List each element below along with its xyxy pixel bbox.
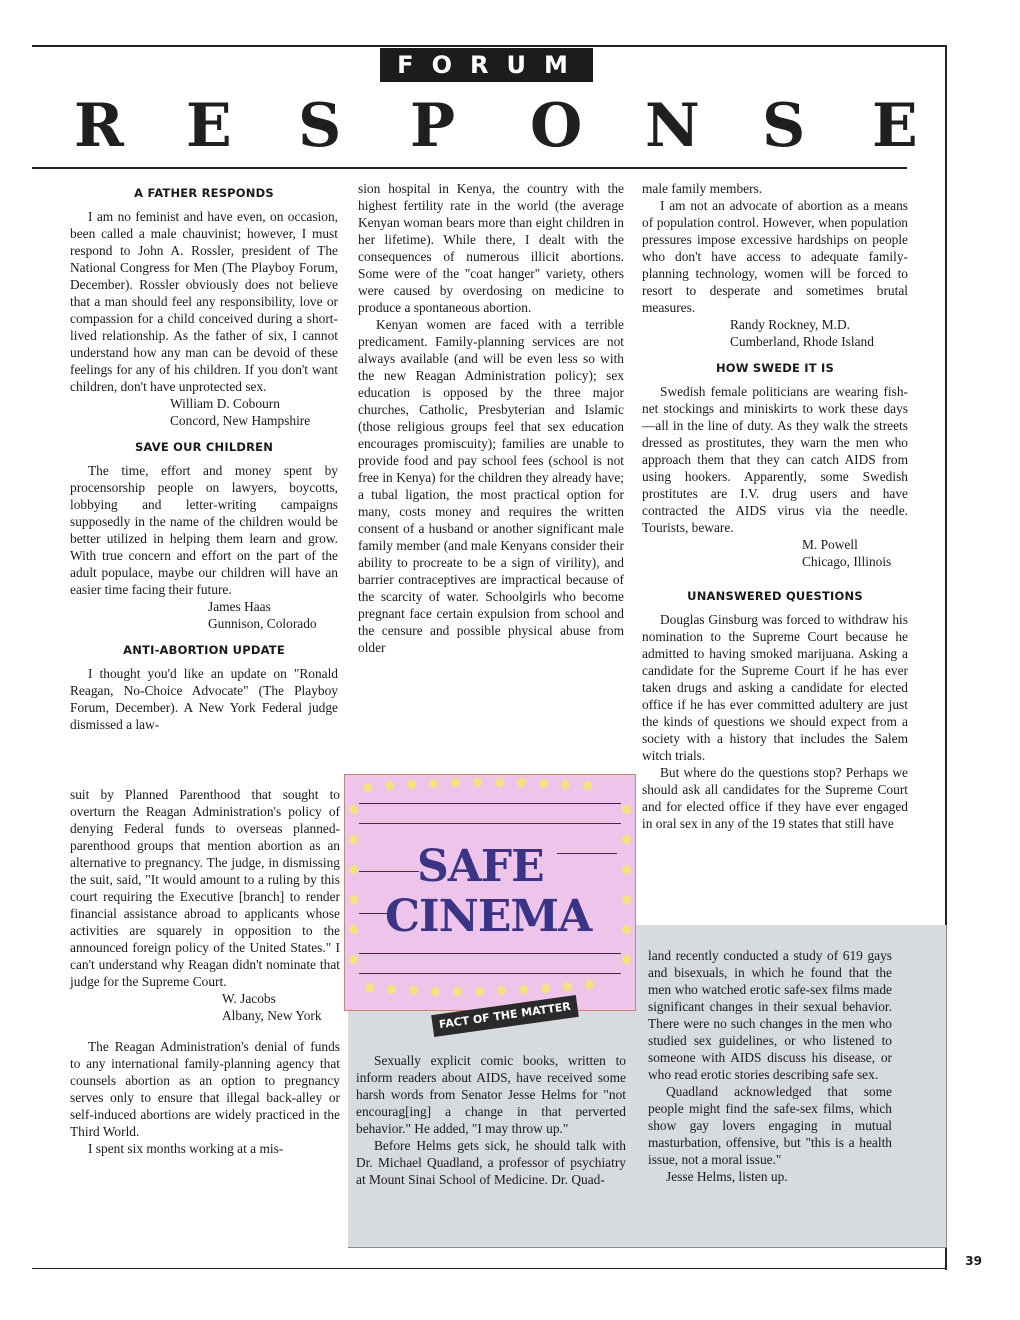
- marquee-light: [561, 780, 570, 789]
- title-letter: E: [186, 91, 232, 161]
- letter-paragraph: I am not an advocate of abortion as a means of population control. However, when population pressures impose excessive hardships on people who don't have access to adequate family-planning technology, women will be forced to resort to desperate and sometimes brutal measures.: [642, 198, 908, 315]
- marquee-light: [451, 778, 460, 787]
- section-heading: UNANSWERED QUESTIONS: [687, 589, 863, 603]
- signature: [70, 990, 340, 1024]
- marquee-light: [349, 895, 358, 904]
- letter-paragraph: I am no feminist and have even, on occasion, been called a male chauvinist; however, I must respond to John A. Rossler, president of The National Congress for Men (The Playboy Forum, December). Rossler obviously does not believe that a man should feel any responsibility, love or compassion for a child conceived during a short-lived relationship. As the father of six, I cannot understand how any man can be devoid of these feelings for any of his children. If you don't want children, don't have unprotected sex.: [70, 209, 338, 394]
- letter-paragraph: Swedish female politicians are wearing fish-net stockings and miniskirts to work these days—all in the line of duty. As they walk the streets dressed as prostitutes, they warn the men who approach them that they can catch AIDS from using hookers. Apparently, some Swedish prostitutes are I.V. drug users and have contracted the AIDS virus via the needle. Tourists, beware.: [642, 384, 908, 535]
- sidebar-paragraph: land recently conducted a study of 619 gays and bisexuals, in which he found that the men who watched erotic safe-sex films made significant changes in their sexual behavior. There were no such changes in the men who studied sex guidelines, or who listened to someone with AIDS discuss his disease, or who read erotic stories describing safe sex.: [648, 948, 892, 1082]
- marquee-light: [453, 987, 462, 996]
- marquee-light: [475, 987, 484, 996]
- decor-line: [359, 973, 621, 974]
- sidebar-paragraph: Quadland acknowledged that some people might find the safe-sex films, which show gay lovers engaging in mutual masturbation, offensive, but "this is a health issue, not a moral issue.": [648, 1084, 892, 1167]
- marquee-light: [365, 983, 374, 992]
- signature-name: Randy Rockney, M.D.: [730, 317, 851, 332]
- marquee-light: [349, 925, 358, 934]
- decor-line: [359, 823, 621, 824]
- signature-place: Concord, New Hampshire: [170, 413, 311, 428]
- letter-paragraph: I thought you'd like an update on "Ronald Reagan, No-Choice Advocate" (The Playboy Forum, December). A New York Federal judge dismissed a law-: [70, 666, 338, 732]
- safe-cinema-graphic: [344, 774, 636, 1011]
- marquee-light: [363, 783, 372, 792]
- forum-label: FORUM: [380, 48, 593, 82]
- letter-paragraph: sion hospital in Kenya, the country with the highest fertility rate in the world (the average Kenyan woman bears more than eight children in her lifetime). While there, I dealt with the consequences of numerous illicit abortions. Some were of the "coat hanger" variety, others were caused by overdosing on medicine to produce a spontaneous abortion.: [358, 181, 624, 315]
- signature-place: Cumberland, Rhode Island: [730, 334, 874, 349]
- section-heading: HOW SWEDE IT IS: [715, 361, 834, 375]
- sidebar-right-column: [648, 947, 892, 1185]
- signature-name: M. Powell: [802, 537, 858, 552]
- marquee-light: [541, 984, 550, 993]
- column-3: [642, 180, 908, 832]
- signature-place: Albany, New York: [222, 1008, 322, 1023]
- marquee-light: [622, 925, 631, 934]
- title-rule: [32, 167, 907, 169]
- title-letter: R: [74, 91, 124, 161]
- letter-paragraph: The Reagan Administration's denial of funds to any international family-planning agency that counsels abortion as an option to pregnancy serves only to ensure that illegal back-alley or self-induced abortions are widely practiced in the Third World.: [70, 1039, 340, 1139]
- marquee-light: [622, 895, 631, 904]
- title-letter: N: [645, 91, 700, 161]
- safe-title: SAFE: [417, 841, 544, 892]
- marquee-light: [349, 835, 358, 844]
- cinema-title: CINEMA: [385, 891, 592, 942]
- top-rule: [32, 45, 947, 47]
- decor-line: [359, 871, 419, 872]
- column-1: [70, 175, 338, 733]
- signature: [642, 536, 908, 570]
- column-2: [358, 180, 624, 656]
- decor-line: [359, 953, 621, 954]
- marquee-light: [517, 778, 526, 787]
- signature-name: William D. Cobourn: [170, 396, 280, 411]
- decor-line: [359, 803, 621, 804]
- sidebar-paragraph: Before Helms gets sick, he should talk with Dr. Michael Quadland, a professor of psychiatry at Mount Sinai School of Medicine. Dr. Quad-: [356, 1138, 626, 1187]
- title-letter: S: [298, 91, 342, 161]
- marquee-light: [583, 781, 592, 790]
- marquee-light: [349, 865, 358, 874]
- title-letter: O: [530, 91, 583, 161]
- marquee-light: [349, 805, 358, 814]
- signature: [70, 598, 338, 632]
- marquee-light: [497, 986, 506, 995]
- signature: [642, 316, 908, 350]
- title-letter: P: [410, 91, 456, 161]
- page-number: 39: [965, 1254, 982, 1268]
- marquee-light: [622, 835, 631, 844]
- letter-paragraph: I spent six months working at a mis-: [88, 1141, 284, 1156]
- marquee-light: [539, 779, 548, 788]
- marquee-light: [473, 778, 482, 787]
- sidebar-left-column: [356, 1052, 626, 1188]
- marquee-light: [622, 955, 631, 964]
- sidebar-paragraph: Jesse Helms, listen up.: [666, 1169, 788, 1184]
- signature-place: Gunnison, Colorado: [208, 616, 317, 631]
- signature-name: W. Jacobs: [222, 991, 276, 1006]
- section-heading: ANTI-ABORTION UPDATE: [123, 643, 285, 657]
- marquee-light: [495, 778, 504, 787]
- marquee-light: [429, 779, 438, 788]
- column-1-lower: [70, 786, 340, 1157]
- section-heading: A FATHER RESPONDS: [134, 186, 274, 200]
- marquee-light: [431, 987, 440, 996]
- signature-name: James Haas: [208, 599, 271, 614]
- marquee-light: [563, 982, 572, 991]
- marquee-light: [622, 865, 631, 874]
- title-letter: E: [872, 91, 918, 161]
- letter-paragraph: The time, effort and money spent by procensorship people on lawyers, boycotts, lobbying and letter-writing campaigns supposedly in the name of the children would be better utilized in helping them learn and grow. With true concern and effort on the part of the adult populace, maybe our children will have an easier time facing their future.: [70, 463, 338, 597]
- letter-paragraph: Kenyan women are faced with a terrible predicament. Family-planning services are not always available (and will be even less so with the new Reagan Administration policy); sex education is opposed by the three major churches, Catholic, Presbyterian and Islamic (those religious groups feel that sex education encourages promiscuity); families are unable to provide food and pay school fees (school is not free in Kenya) for the children they already have; a tubal ligation, the most practical option for many, costs money and requires the written consent of a husband or another significant male family member (and male Kenyans consider their ability to procreate to be a sign of virility), and barrier contraceptives are impractical because of the scarcity of water. Schoolgirls who become pregnant face certain expulsion from school and the censure and possible physical abuse from older: [358, 317, 624, 655]
- letter-paragraph: But where do the questions stop? Perhaps we should ask all candidates for the Supreme Court and for elected office if they have ever engaged in oral sex in any of the 19 states that still have: [642, 765, 908, 831]
- sidebar-paragraph: Sexually explicit comic books, written to inform readers about AIDS, have received some harsh words from Senator Jesse Helms for "not encourag[ing] a change in that perverted behavior." He added, "I may throw up.": [356, 1053, 626, 1136]
- fact-of-the-matter-tag: FACT OF THE MATTER: [431, 995, 579, 1037]
- marquee-light: [585, 980, 594, 989]
- decor-line: [557, 853, 617, 854]
- bottom-rule: [32, 1268, 947, 1269]
- marquee-light: [387, 985, 396, 994]
- marquee-light: [385, 781, 394, 790]
- signature-place: Chicago, Illinois: [802, 554, 892, 569]
- letter-paragraph: suit by Planned Parenthood that sought to overturn the Reagan Administration's policy of denying Federal funds to overseas planned-parenthood groups that mention abortion as an alternative to pregnancy. The judge, in dismissing the suit, said, "It would amount to a ruling by this court requiring the Executive [branch] to render financial assistance abroad to applicants whose activities are squarely in opposition to the announced foreign policy of the United States." I can't understand why Reagan didn't nominate that judge for the Supreme Court.: [70, 787, 340, 989]
- marquee-light: [407, 780, 416, 789]
- letter-paragraph: Douglas Ginsburg was forced to withdraw his nomination to the Supreme Court because he admitted to having smoked marijuana. Asking a candidate for the Supreme Court if he has ever taken drugs and asking a candidate for elected office if he has ever committed adultery are just the kinds of questions we should expect from a society with a history that includes the Salem witch trials.: [642, 612, 908, 763]
- marquee-light: [519, 985, 528, 994]
- letter-paragraph: male family members.: [642, 181, 763, 196]
- marquee-light: [409, 986, 418, 995]
- signature: [70, 395, 338, 429]
- marquee-light: [622, 805, 631, 814]
- section-heading: SAVE OUR CHILDREN: [134, 440, 274, 454]
- title-letter: S: [762, 91, 806, 161]
- marquee-light: [349, 955, 358, 964]
